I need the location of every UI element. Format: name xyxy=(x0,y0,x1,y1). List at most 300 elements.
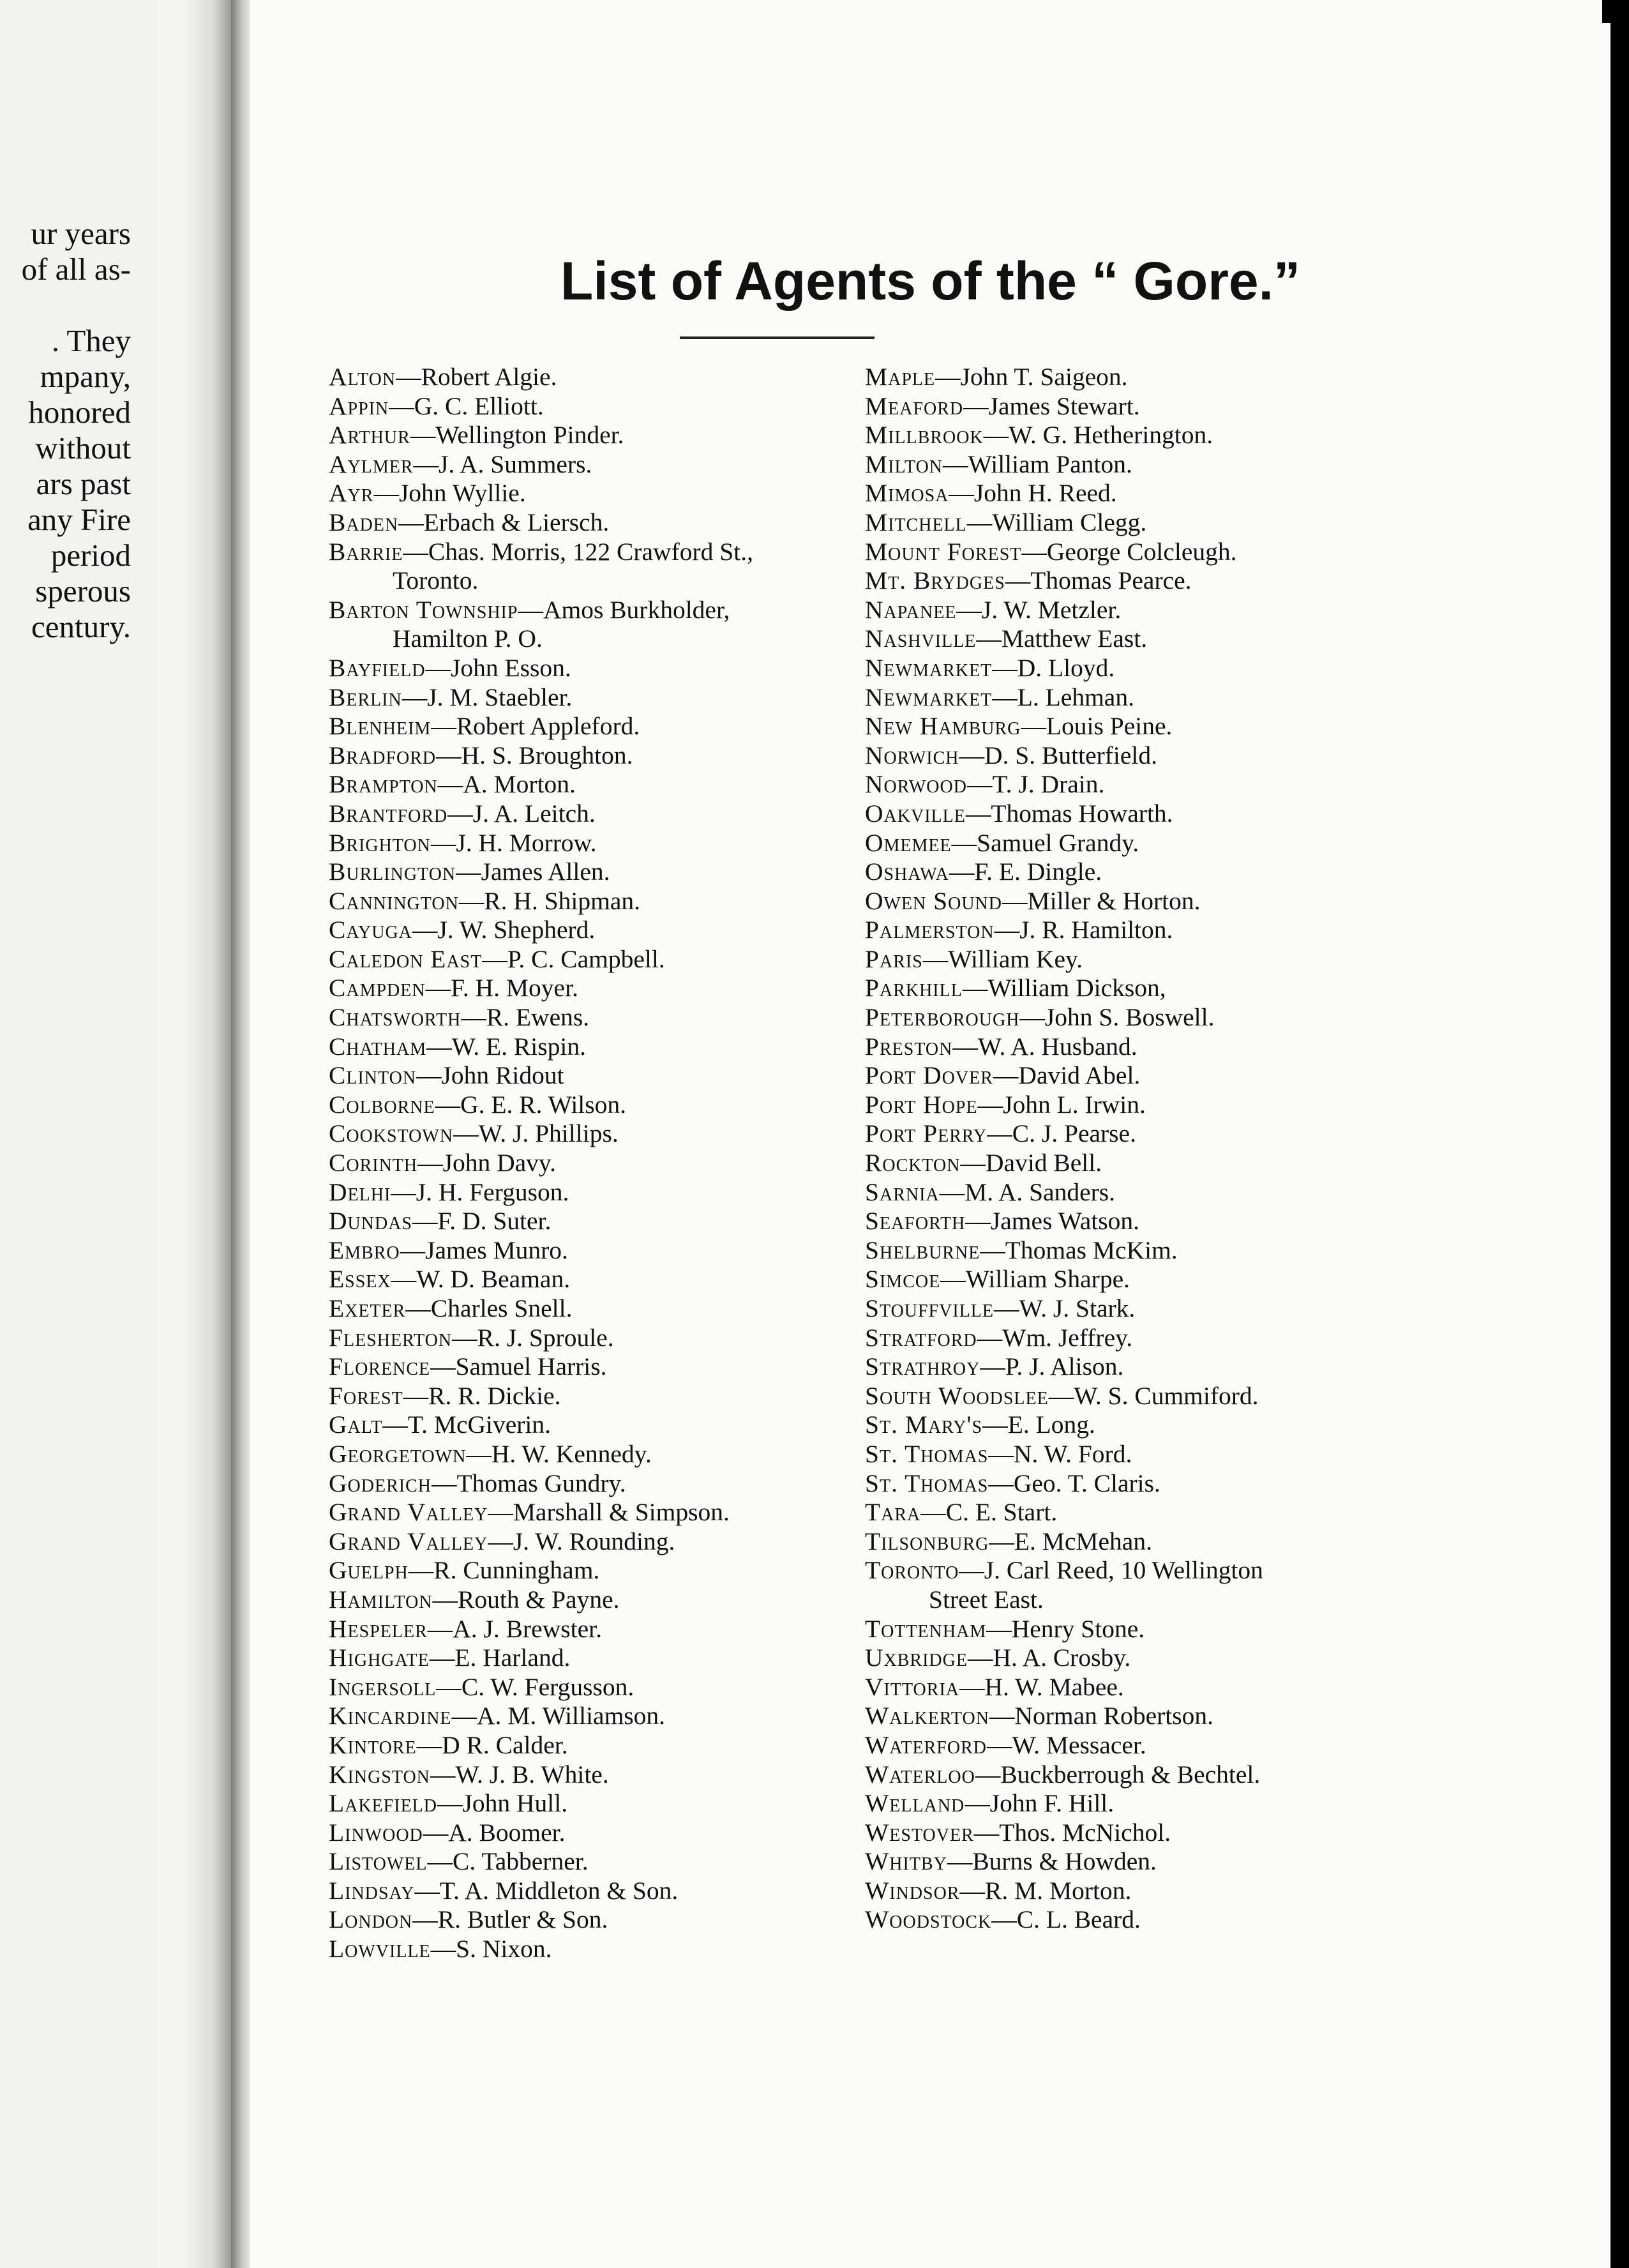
place-name: Toronto xyxy=(865,1556,959,1585)
agent-entry xyxy=(329,683,753,713)
place-name: Galt xyxy=(329,1410,383,1439)
agent-entry xyxy=(329,392,753,421)
dash-separator: — xyxy=(451,1702,477,1730)
agent-name: E. McMehan. xyxy=(1014,1527,1152,1555)
agent-entry xyxy=(329,945,753,974)
scan-corner xyxy=(1602,0,1629,23)
agent-entry xyxy=(329,1615,753,1644)
place-name: Grand Valley xyxy=(329,1527,488,1555)
dash-separator: — xyxy=(1019,1003,1045,1032)
place-name: Delhi xyxy=(329,1177,391,1206)
agent-name: Matthew East. xyxy=(1001,624,1148,653)
agent-entry xyxy=(865,858,1263,887)
place-name: Lindsay xyxy=(329,1876,415,1905)
dash-separator: — xyxy=(429,1644,455,1672)
dash-separator: — xyxy=(414,1876,440,1905)
agent-name: R. Ewens. xyxy=(486,1003,590,1032)
place-name: Ingersoll xyxy=(329,1672,437,1701)
agent-entry xyxy=(865,1556,1263,1585)
facing-page-line: any Fire xyxy=(27,502,131,537)
agent-entry xyxy=(329,1061,753,1091)
facing-page-line: . They xyxy=(51,323,131,358)
dash-separator: — xyxy=(426,1032,452,1061)
agent-entry xyxy=(329,712,753,741)
agent-name: D R. Calder. xyxy=(442,1730,568,1759)
agent-name: J. A. Leitch. xyxy=(472,799,596,828)
agent-entry xyxy=(329,1818,753,1848)
place-name: Chatham xyxy=(329,1032,427,1061)
agent-name: Burns & Howden. xyxy=(972,1847,1157,1876)
facing-page-line: mpany, xyxy=(40,359,131,394)
place-name: Lowville xyxy=(329,1935,431,1963)
agent-name: Wellington Pinder. xyxy=(435,421,624,450)
agent-entry xyxy=(329,974,753,1003)
agent-name: James Munro. xyxy=(425,1236,568,1264)
dash-separator: — xyxy=(960,1149,986,1177)
agent-entry xyxy=(865,1673,1263,1702)
agent-entry xyxy=(329,1644,753,1673)
facing-page-line: of all as- xyxy=(21,252,131,287)
dash-separator: — xyxy=(453,1119,479,1148)
agent-entry xyxy=(329,508,753,538)
agent-entry xyxy=(865,1905,1263,1935)
agent-entry xyxy=(865,1178,1263,1207)
agent-entry xyxy=(329,1702,753,1731)
dash-separator: — xyxy=(982,1410,1008,1439)
dash-separator: — xyxy=(400,1236,426,1264)
dash-separator: — xyxy=(994,916,1020,944)
agent-name: C. Tabberner. xyxy=(452,1847,589,1876)
dash-separator: — xyxy=(1048,1381,1074,1410)
place-name: Bradford xyxy=(329,741,437,769)
agent-entry-continuation: Hamilton P. O. xyxy=(393,624,543,653)
dash-separator: — xyxy=(989,1702,1015,1730)
dash-separator: — xyxy=(1021,712,1046,741)
agent-name: R. R. Dickie. xyxy=(428,1381,561,1410)
place-name: Blenheim xyxy=(329,712,432,741)
dash-separator: — xyxy=(412,1207,438,1236)
agent-name: J. M. Staebler. xyxy=(427,683,573,711)
facing-page-line: sperous xyxy=(35,573,131,609)
agent-name: W. J. B. White. xyxy=(455,1760,609,1788)
dash-separator: — xyxy=(382,1410,408,1439)
dash-separator: — xyxy=(417,1149,443,1177)
agent-entry xyxy=(329,1877,753,1906)
agent-name: G. E. R. Wilson. xyxy=(460,1090,627,1119)
agent-entry xyxy=(865,770,1263,799)
agent-name: John T. Saigeon. xyxy=(960,363,1128,391)
place-name: Arthur xyxy=(329,421,410,450)
agent-name: Thomas McKim. xyxy=(1005,1236,1178,1264)
agent-name: J. W. Metzler. xyxy=(981,595,1122,624)
agent-name: H. S. Broughton. xyxy=(461,741,633,769)
place-name: Port Perry xyxy=(865,1119,987,1148)
place-name: Barrie xyxy=(329,537,403,566)
place-name: Flesherton xyxy=(329,1323,453,1352)
place-name: Hamilton xyxy=(329,1585,433,1614)
place-name: Maple xyxy=(865,363,936,391)
agent-name: Marshall & Simpson. xyxy=(513,1498,730,1527)
agent-entry xyxy=(865,1294,1263,1324)
place-name: Tottenham xyxy=(865,1614,987,1643)
place-name: Simcoe xyxy=(865,1265,941,1294)
agent-entry xyxy=(329,1352,753,1382)
agent-entry xyxy=(865,508,1263,538)
agent-name: C. J. Pearse. xyxy=(1012,1119,1136,1148)
agent-name: Robert Algie. xyxy=(421,363,557,391)
agent-name: H. W. Mabee. xyxy=(984,1672,1124,1701)
place-name: Listowel xyxy=(329,1847,428,1876)
dash-separator: — xyxy=(962,974,988,1002)
place-name: Seaforth xyxy=(865,1207,966,1236)
agent-entry xyxy=(865,916,1263,945)
place-name: London xyxy=(329,1905,413,1934)
dash-separator: — xyxy=(425,653,451,682)
agent-entry xyxy=(865,1352,1263,1382)
dash-separator: — xyxy=(959,1556,984,1585)
facing-page-line: period xyxy=(50,538,131,573)
dash-separator: — xyxy=(965,1789,990,1818)
place-name: Brampton xyxy=(329,770,438,799)
agent-name: David Bell. xyxy=(986,1149,1102,1177)
agent-entry xyxy=(865,974,1263,1003)
agent-entry xyxy=(329,1760,753,1790)
agent-entry xyxy=(865,1847,1263,1877)
dash-separator: — xyxy=(427,1847,453,1876)
agent-entry-continuation: Toronto. xyxy=(393,566,479,595)
place-name: Norwich xyxy=(865,741,959,769)
agent-name: M. A. Sanders. xyxy=(965,1177,1116,1206)
agent-entry xyxy=(329,1847,753,1877)
agent-entry xyxy=(865,1760,1263,1790)
facing-page xyxy=(0,0,231,2268)
dash-separator: — xyxy=(431,712,456,741)
book-gutter xyxy=(231,0,250,2268)
agent-entry xyxy=(329,1324,753,1353)
place-name: St. Thomas xyxy=(865,1439,989,1468)
agent-name: W. A. Husband. xyxy=(977,1032,1137,1061)
dash-separator: — xyxy=(410,421,436,450)
agent-entry xyxy=(329,1207,753,1236)
agent-name: T. A. Middleton & Son. xyxy=(439,1876,679,1905)
agent-name: Thomas Pearce. xyxy=(1030,566,1192,595)
facing-page-line: century. xyxy=(31,609,131,644)
agent-name: P. C. Campbell. xyxy=(507,944,665,973)
place-name: Forest xyxy=(329,1381,403,1410)
dash-separator: — xyxy=(975,1760,1001,1788)
agent-entry xyxy=(865,829,1263,858)
agent-name: Buckberrough & Bechtel. xyxy=(1000,1760,1261,1788)
agent-entry xyxy=(329,596,753,625)
facing-page-line: ur years xyxy=(31,216,131,251)
dash-separator: — xyxy=(956,595,982,624)
agent-entry xyxy=(865,1265,1263,1294)
dash-separator: — xyxy=(431,1469,457,1497)
dash-separator: — xyxy=(959,1876,986,1905)
agent-entry xyxy=(329,479,753,508)
facing-page-line: honored xyxy=(28,395,131,430)
dash-separator: — xyxy=(398,508,424,536)
agent-entry xyxy=(329,1498,753,1527)
agent-name: Henry Stone. xyxy=(1011,1614,1145,1643)
dash-separator: — xyxy=(943,450,968,478)
dash-separator: — xyxy=(1021,537,1047,566)
agent-name: David Abel. xyxy=(1018,1061,1141,1090)
agent-entry xyxy=(865,392,1263,421)
agent-name: John Ridout xyxy=(441,1061,564,1090)
dash-separator: — xyxy=(488,1498,513,1527)
agent-name: Thos. McNichol. xyxy=(999,1818,1171,1847)
place-name: Walkerton xyxy=(865,1702,989,1730)
agent-entry xyxy=(865,887,1263,916)
dash-separator: — xyxy=(437,1789,463,1818)
agent-name: W. J. Phillips. xyxy=(478,1119,619,1148)
dash-separator: — xyxy=(389,391,414,420)
dash-separator: — xyxy=(437,770,463,799)
dash-separator: — xyxy=(989,1527,1014,1555)
agent-entry xyxy=(329,1789,753,1818)
dash-separator: — xyxy=(951,828,977,857)
agent-name: J. H. Ferguson. xyxy=(416,1177,569,1206)
facing-page-line xyxy=(0,287,131,323)
agent-entry xyxy=(865,654,1263,683)
dash-separator: — xyxy=(967,1644,993,1672)
dash-separator: — xyxy=(403,1381,429,1410)
agent-name: D. S. Butterfield. xyxy=(984,741,1158,769)
agent-entry xyxy=(865,624,1263,654)
place-name: Berlin xyxy=(329,683,402,711)
place-name: Whitby xyxy=(865,1847,947,1876)
dash-separator: — xyxy=(416,1061,442,1090)
place-name: Brantford xyxy=(329,799,448,828)
place-name: Palmerston xyxy=(865,916,995,944)
dash-separator: — xyxy=(430,1935,456,1963)
agent-entry xyxy=(329,799,753,829)
agent-name: Thomas Gundry. xyxy=(456,1469,626,1497)
agent-name: F. H. Moyer. xyxy=(451,974,578,1002)
dash-separator: — xyxy=(1005,566,1031,595)
dash-separator: — xyxy=(391,1265,417,1294)
dash-separator: — xyxy=(396,363,421,391)
agent-name: John S. Boswell. xyxy=(1044,1003,1215,1032)
place-name: Hespeler xyxy=(329,1614,428,1643)
agent-entry xyxy=(329,1585,753,1615)
agent-name: John L. Irwin. xyxy=(1003,1090,1146,1119)
agent-name: Samuel Grandy. xyxy=(977,828,1139,857)
agent-entry xyxy=(865,1789,1263,1818)
agent-entry xyxy=(865,1032,1263,1062)
dash-separator: — xyxy=(920,1498,946,1527)
place-name: Corinth xyxy=(329,1149,418,1177)
dash-separator: — xyxy=(940,1265,966,1294)
agents-column-left xyxy=(329,363,753,1964)
agent-name: William Panton. xyxy=(968,450,1132,478)
agent-name: John Esson. xyxy=(451,653,571,682)
place-name: Millbrook xyxy=(865,421,984,450)
dash-separator: — xyxy=(965,799,991,828)
place-name: Cayuga xyxy=(329,916,412,944)
dash-separator: — xyxy=(922,944,949,973)
agent-entry xyxy=(329,1265,753,1294)
place-name: Norwood xyxy=(865,770,967,799)
dash-separator: — xyxy=(447,799,473,828)
agent-name: Robert Appleford. xyxy=(456,712,640,741)
dash-separator: — xyxy=(412,916,438,944)
place-name: Omemee xyxy=(865,828,952,857)
agent-entry xyxy=(865,1527,1263,1557)
agent-name: J. W. Shepherd. xyxy=(437,916,596,944)
place-name: Stratford xyxy=(865,1323,977,1352)
agent-name: Thomas Howarth. xyxy=(991,799,1173,828)
place-name: Owen Sound xyxy=(865,886,1003,915)
place-name: Oakville xyxy=(865,799,966,828)
agent-name: G. C. Elliott. xyxy=(414,391,544,420)
agent-name: William Key. xyxy=(948,944,1083,973)
agent-name: John Wyllie. xyxy=(398,479,526,508)
place-name: St. Thomas xyxy=(865,1469,989,1497)
agent-name: James Stewart. xyxy=(988,391,1140,420)
place-name: Mt. Brydges xyxy=(865,566,1005,595)
dash-separator: — xyxy=(402,683,428,711)
agent-entry xyxy=(329,770,753,799)
agent-entry xyxy=(865,1877,1263,1906)
agent-entry xyxy=(865,1061,1263,1091)
place-name: Tilsonburg xyxy=(865,1527,989,1555)
dash-separator: — xyxy=(977,1090,1003,1119)
agent-name: N. W. Ford. xyxy=(1013,1439,1132,1468)
agent-entry xyxy=(865,1382,1263,1411)
place-name: Mount Forest xyxy=(865,537,1022,566)
dash-separator: — xyxy=(452,1323,477,1352)
agent-name: W. G. Hetherington. xyxy=(1009,421,1213,450)
agent-name: R. M. Morton. xyxy=(985,1876,1132,1905)
place-name: Parkhill xyxy=(865,974,963,1002)
place-name: Sarnia xyxy=(865,1177,940,1206)
place-name: Port Dover xyxy=(865,1061,993,1090)
place-name: Mitchell xyxy=(865,508,967,536)
place-name: Kincardine xyxy=(329,1702,452,1730)
agent-name: P. J. Alison. xyxy=(1005,1352,1124,1381)
dash-separator: — xyxy=(461,1003,486,1032)
agent-name: C. W. Fergusson. xyxy=(461,1672,634,1701)
place-name: Exeter xyxy=(329,1294,406,1322)
dash-separator: — xyxy=(408,1556,434,1585)
agent-entry xyxy=(329,1119,753,1149)
agent-entry xyxy=(329,1178,753,1207)
place-name: Milton xyxy=(865,450,943,478)
place-name: Shelburne xyxy=(865,1236,980,1264)
agent-name: E. Harland. xyxy=(454,1644,571,1672)
dash-separator: — xyxy=(435,1090,461,1119)
dash-separator: — xyxy=(423,1818,449,1847)
agent-name: Norman Robertson. xyxy=(1014,1702,1214,1730)
agent-entry xyxy=(865,596,1263,625)
dash-separator: — xyxy=(412,1905,438,1934)
dash-separator: — xyxy=(425,974,451,1002)
agent-name: W. E. Rispin. xyxy=(451,1032,586,1061)
place-name: Campden xyxy=(329,974,426,1002)
agent-entry xyxy=(329,654,753,683)
place-name: Cannington xyxy=(329,886,459,915)
place-name: Woodstock xyxy=(865,1905,992,1934)
place-name: Preston xyxy=(865,1032,953,1061)
agent-entry xyxy=(865,945,1263,974)
place-name: Alton xyxy=(329,363,396,391)
agent-name: W. S. Cummiford. xyxy=(1074,1381,1259,1410)
agent-entry xyxy=(865,1119,1263,1149)
place-name: Paris xyxy=(865,944,923,973)
dash-separator: — xyxy=(988,1439,1014,1468)
agent-entry xyxy=(329,1440,753,1469)
place-name: Port Hope xyxy=(865,1090,978,1119)
agent-entry xyxy=(865,741,1263,771)
dash-separator: — xyxy=(963,391,989,420)
dash-separator: — xyxy=(427,1614,453,1643)
agent-name: J. A. Summers. xyxy=(439,450,592,478)
agent-entry xyxy=(329,1556,753,1585)
agent-entry xyxy=(329,1236,753,1266)
agent-name: Charles Snell. xyxy=(430,1294,573,1322)
agent-name: James Watson. xyxy=(990,1207,1139,1236)
place-name: Georgetown xyxy=(329,1439,467,1468)
agent-entry xyxy=(865,1615,1263,1644)
agent-entry xyxy=(329,916,753,945)
place-name: Appin xyxy=(329,391,389,420)
dash-separator: — xyxy=(987,1119,1012,1148)
agent-entry xyxy=(865,1702,1263,1731)
dash-separator: — xyxy=(430,1352,456,1381)
agent-entry xyxy=(865,1324,1263,1353)
dash-separator: — xyxy=(935,363,961,391)
agent-name: F. D. Suter. xyxy=(437,1207,552,1236)
dash-separator: — xyxy=(458,886,484,915)
agent-entry xyxy=(329,887,753,916)
agent-name: Louis Peine. xyxy=(1046,712,1173,741)
dash-separator: — xyxy=(983,421,1009,450)
agent-entry xyxy=(865,1440,1263,1469)
agent-entry xyxy=(865,1207,1263,1236)
agent-name: John Davy. xyxy=(442,1149,556,1177)
agent-entry xyxy=(329,1410,753,1440)
dash-separator: — xyxy=(976,624,1002,653)
agent-name: C. E. Start. xyxy=(945,1498,1058,1527)
agent-entry xyxy=(865,479,1263,508)
agent-entry xyxy=(329,1032,753,1062)
agent-name: R. Butler & Son. xyxy=(437,1905,608,1934)
place-name: Cookstown xyxy=(329,1119,454,1148)
agent-name: J. R. Hamilton. xyxy=(1019,916,1173,944)
agent-name: T. McGiverin. xyxy=(407,1410,552,1439)
scan-border xyxy=(1610,0,1629,2268)
agent-name: Geo. T. Claris. xyxy=(1013,1469,1160,1497)
place-name: Dundas xyxy=(329,1207,412,1236)
agent-name: Samuel Harris. xyxy=(455,1352,607,1381)
dash-separator: — xyxy=(430,1760,456,1788)
dash-separator: — xyxy=(1002,886,1028,915)
agent-entry xyxy=(329,421,753,450)
place-name: Peterborough xyxy=(865,1003,1020,1032)
agent-entry xyxy=(865,683,1263,713)
agent-entry xyxy=(865,1818,1263,1848)
dash-separator: — xyxy=(518,595,543,624)
dash-separator: — xyxy=(965,1207,991,1236)
place-name: Waterloo xyxy=(865,1760,975,1788)
agent-entry xyxy=(865,1236,1263,1266)
dash-separator: — xyxy=(430,828,456,857)
agent-entry xyxy=(329,1149,753,1178)
dash-separator: — xyxy=(466,1439,492,1468)
dash-separator: — xyxy=(988,1469,1014,1497)
